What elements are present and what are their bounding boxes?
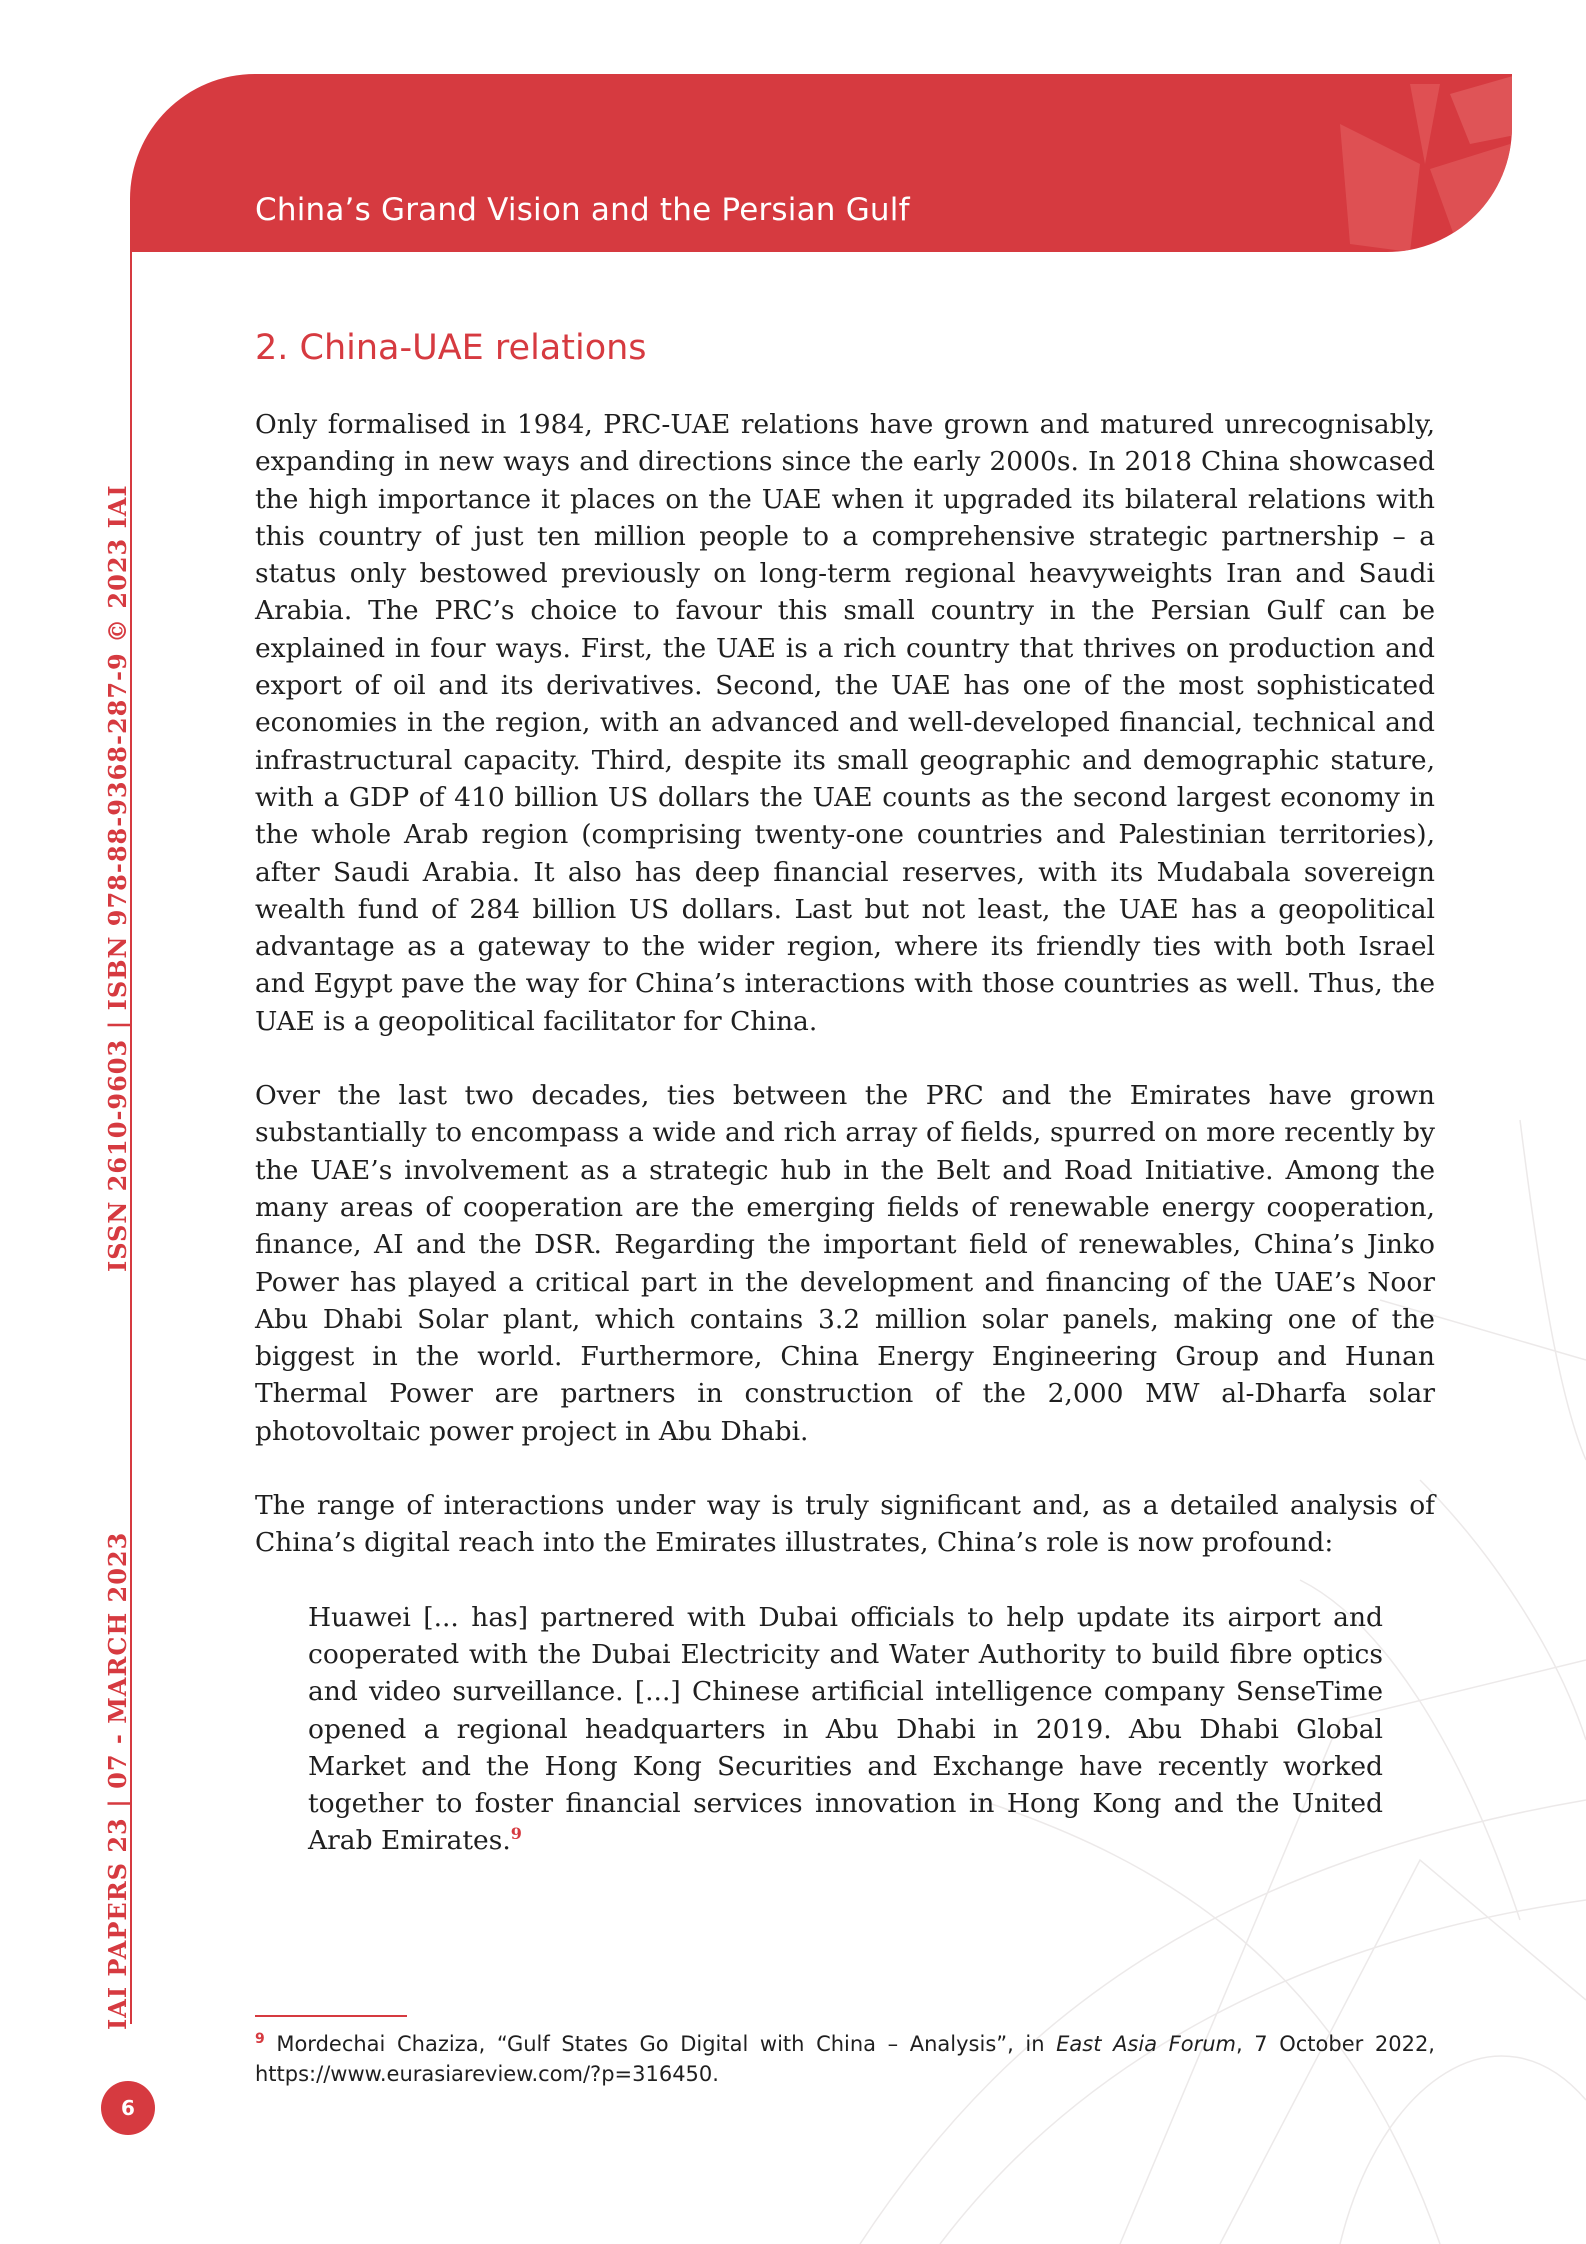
footnote-rule bbox=[255, 2015, 407, 2017]
block-quote bbox=[308, 1599, 1383, 1860]
body-paragraph: Over the last two decades, ties between the PRC and the Emirates have grown substantially to encompass a wide and rich array of fields, spurred on more recently by the UAE’s involvement as a strategic hub in the Belt and Road Initiative. Among the many areas of cooperation are the emerging fields of renewable energy cooperation, finance, AI and the DSR. Regarding the important field of renewables, China’s Jinko Power has played a critical part in the development and financing of the UAE’s Noor Abu Dhabi Solar plant, which contains 3.2 million solar panels, making one of the biggest in the world. Furthermore, China Energy Engineering Group and Hunan Thermal Power are partners in construction of the 2,000 MW al-Dharfa solar photovoltaic power project in Abu Dhabi. bbox=[255, 1080, 1435, 1447]
section-heading: 2. China-UAE relations bbox=[255, 328, 647, 368]
main-content bbox=[255, 328, 1435, 1860]
body-paragraph: Only formalised in 1984, PRC-UAE relations have grown and matured unrecognisably, expanding in new ways and directions since the early 2000s. In 2018 China showcased the high importance it places on the UAE when it upgraded its bilateral relations with this country of just ten million people to a comprehensive strategic partnership – a status only bestowed previously on long-term regional heavyweights Iran and Saudi Arabia. The PRC’s choice to favour this small country in the Persian Gulf can be explained in four ways. First, the UAE is a rich country that thrives on production and export of oil and its derivatives. Second, the UAE has one of the most sophisticated economies in the region, with an advanced and well-developed financial, technical and infrastructural capacity. Third, despite its small geographic and demographic stature, with a GDP of 410 billion US dollars the UAE counts as the second largest economy in the whole Arab region (comprising twenty-one countries and Palestinian territories), after Saudi Arabia. It also has deep financial reserves, with its Mudabala sovereign wealth fund of 284 billion US dollars. Last but not least, the UAE has a geopolitical advantage as a gateway to the wider region, where its friendly ties with both Israel and Egypt pave the way for China’s interactions with those countries as well. Thus, the UAE is a geopolitical facilitator for China. bbox=[255, 409, 1435, 1037]
footnote-text-after: , 7 October 2022, https://www.eurasiareview.com/?p=316450. bbox=[255, 2032, 1435, 2086]
footnote-reference[interactable]: 9 bbox=[510, 1824, 522, 1844]
footnote-text-before: Mordechai Chaziza, “Gulf States Go Digital with China – Analysis”, in bbox=[264, 2032, 1057, 2056]
block-quote-text: Huawei [... has] partnered with Dubai officials to help update its airport and cooperated with the Dubai Electricity and Water Authority to build fibre optics and video surveillance. [...] Chinese artificial intelligence company SenseTime opened a regional headquarters in Abu Dhabi in 2019. Abu Dhabi Global Market and the Hong Kong Securities and Exchange have recently worked together to foster financial services innovation in Hong Kong and the United Arab Emirates. bbox=[308, 1601, 1383, 1857]
body-paragraph: The range of interactions under way is truly significant and, as a detailed analysis of China’s digital reach into the Emirates illustrates, China’s role is now profound: bbox=[255, 1490, 1435, 1559]
page-number-badge: 6 bbox=[101, 2081, 155, 2135]
paper-series-date: IAI PAPERS 23 | 07 - MARCH 2023 bbox=[103, 1531, 132, 2030]
issn-isbn-copyright: ISSN 2610-9603 | ISBN 978-88-9368-287-9 © 2023 IAI bbox=[103, 484, 132, 1272]
header-banner bbox=[130, 74, 1512, 252]
iai-logo-icon bbox=[1310, 74, 1512, 252]
running-header-title: China’s Grand Vision and the Persian Gulf bbox=[255, 192, 910, 228]
footnote-number: 9 bbox=[255, 2031, 265, 2047]
footnote-publication: East Asia Forum bbox=[1056, 2032, 1236, 2056]
footnote bbox=[255, 2024, 1435, 2089]
